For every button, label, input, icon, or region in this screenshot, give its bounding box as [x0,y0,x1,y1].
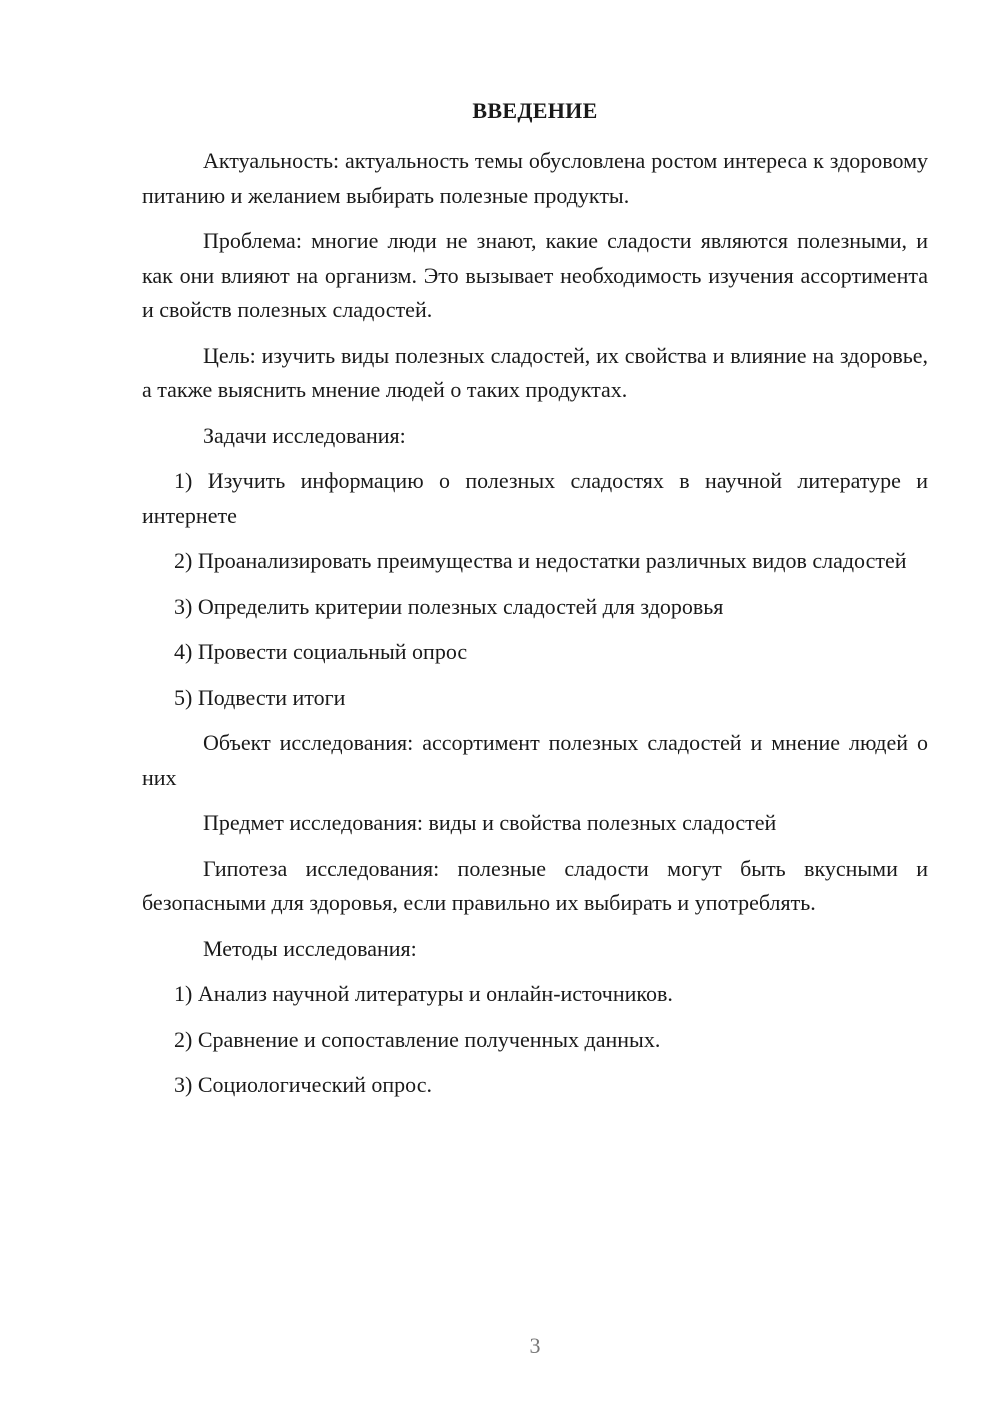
paragraph-goal: Цель: изучить виды полезных сладостей, их свойства и влияние на здоровье, а также выяснить мнение людей о таких продуктах. [142,342,928,402]
method-item-2: 2) Сравнение и сопоставление полученных данных. [174,1026,661,1052]
method-item-3: 3) Социологический опрос. [174,1072,432,1097]
page-number: 3 [529,1333,541,1358]
task-item-1: 1) Изучить информацию о полезных сладостях в научной литературе и интернете [142,468,928,528]
paragraph-tasks-heading: Задачи исследования: [203,422,406,448]
paragraph-subject: Предмет исследования: виды и свойства полезных сладостей [203,810,777,835]
body-text [142,144,928,1114]
page-title: ВВЕДЕНИЕ [472,98,598,123]
paragraph-relevance: Актуальность: актуальность темы обусловлена ростом интереса к здоровому питанию и желанием выбирать полезные продукты. [142,148,928,208]
paragraph-object: Объект исследования: ассортимент полезных сладостей и мнение людей о них [142,730,928,790]
task-item-3: 3) Определить критерии полезных сладостей для здоровья [174,593,724,619]
task-item-5: 5) Подвести итоги [174,684,346,710]
task-item-2: 2) Проанализировать преимущества и недостатки различных видов сладостей [174,548,907,573]
paragraph-problem: Проблема: многие люди не знают, какие сладости являются полезными, и как они влияют на организм. Это вызывает необходимость изучения ассортимента и свойств полезных сладостей. [142,228,928,322]
task-item-4: 4) Провести социальный опрос [174,639,468,664]
paragraph-methods-heading: Методы исследования: [203,935,417,961]
paragraph-hypothesis: Гипотеза исследования: полезные сладости могут быть вкусными и безопасными для здоровья, если правильно их выбирать и употреблять. [142,855,928,915]
method-item-1: 1) Анализ научной литературы и онлайн-источников. [174,981,673,1006]
